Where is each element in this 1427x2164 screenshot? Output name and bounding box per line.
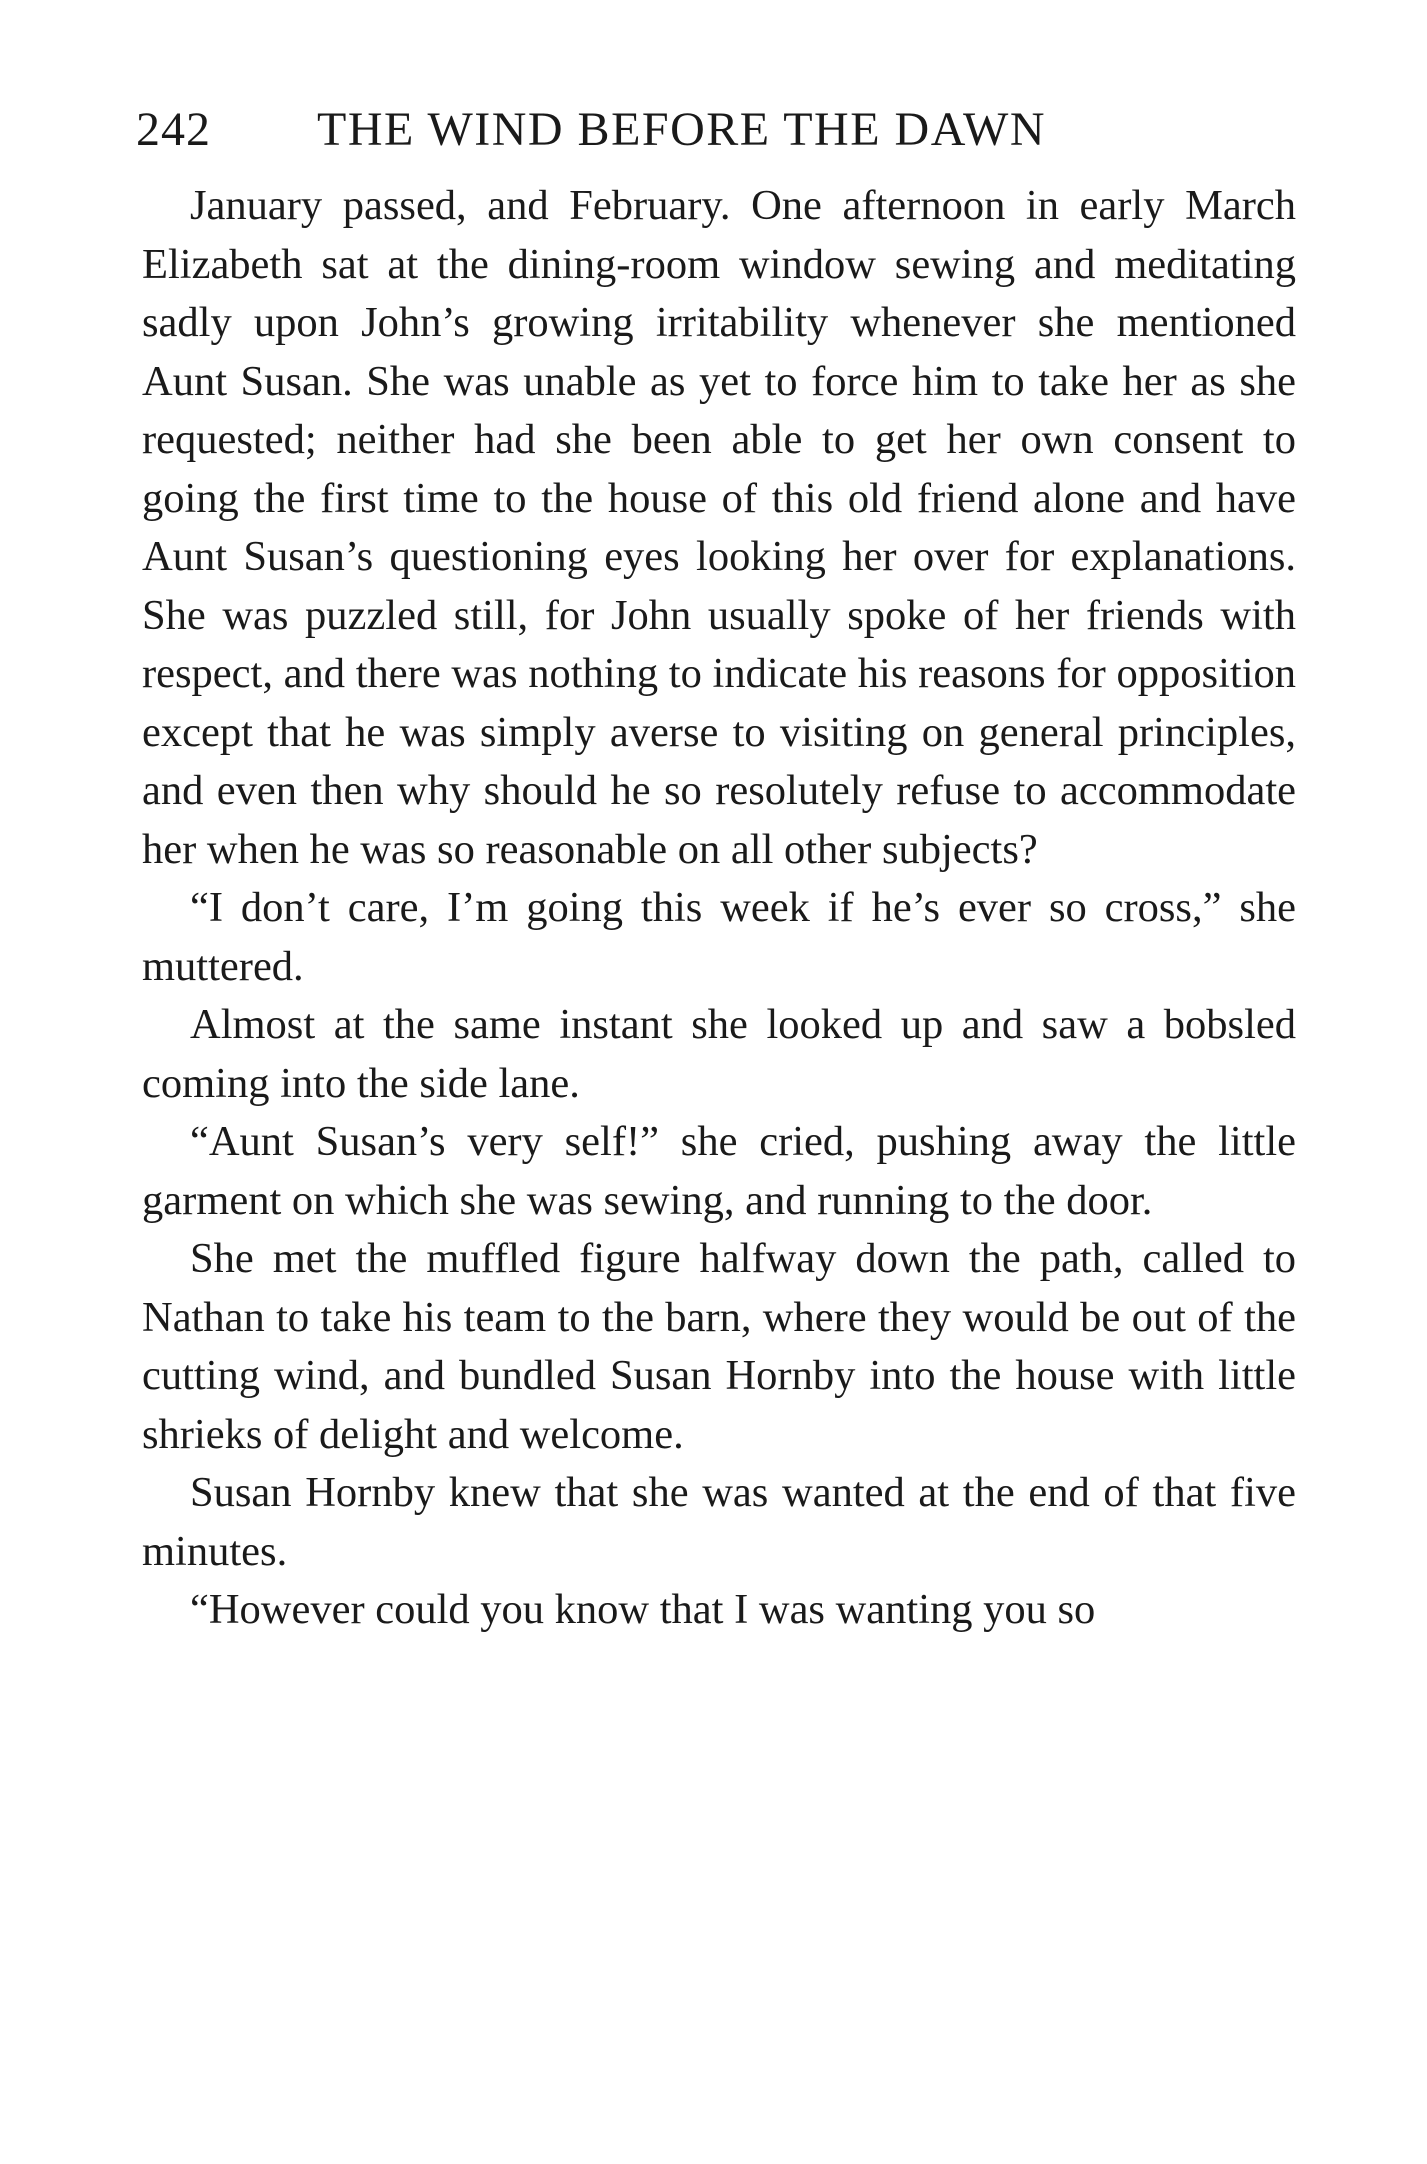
paragraph: “I don’t care, I’m going this week if he’s ever so cross,” she muttered. xyxy=(142,884,1296,990)
body-text xyxy=(142,177,1296,1640)
paragraph: January passed, and February. One afternoon in early March Elizabeth sat at the dining-room window sewing and meditating sadly upon John’s growing irritability whenever she mentioned Aunt Susan. She was unable as yet to force him to take her as she requested; neither had she been able to get her own consent to going the first time to the house of this old friend alone and have Aunt Susan’s questioning eyes looking her over for explanations. She was puzzled still, for John usually spoke of her friends with respect, and there was nothing to indicate his reasons for opposition except that he was simply averse to visiting on general principles, and even then why should he so resolutely refuse to accommodate her when he was so reasonable on all other subjects? xyxy=(142,182,1296,873)
paragraph: She met the muffled figure halfway down the path, called to Nathan to take his team to the barn, where they would be out of the cutting wind, and bundled Susan Hornby into the house with little shrieks of delight and welcome. xyxy=(142,1235,1296,1458)
paragraph: “However could you know that I was wanting you so xyxy=(190,1586,1096,1633)
paragraph: Susan Hornby knew that she was wanted at the end of that five minutes. xyxy=(142,1469,1296,1575)
running-head xyxy=(136,100,1296,160)
paragraph: Almost at the same instant she looked up and saw a bobsled coming into the side lane. xyxy=(142,1001,1296,1107)
page-number: 242 xyxy=(136,103,211,156)
paragraph: “Aunt Susan’s very self!” she cried, pushing away the little garment on which she was sewing, and running to the door. xyxy=(142,1118,1296,1224)
running-title: THE WIND BEFORE THE DAWN xyxy=(317,103,1046,156)
